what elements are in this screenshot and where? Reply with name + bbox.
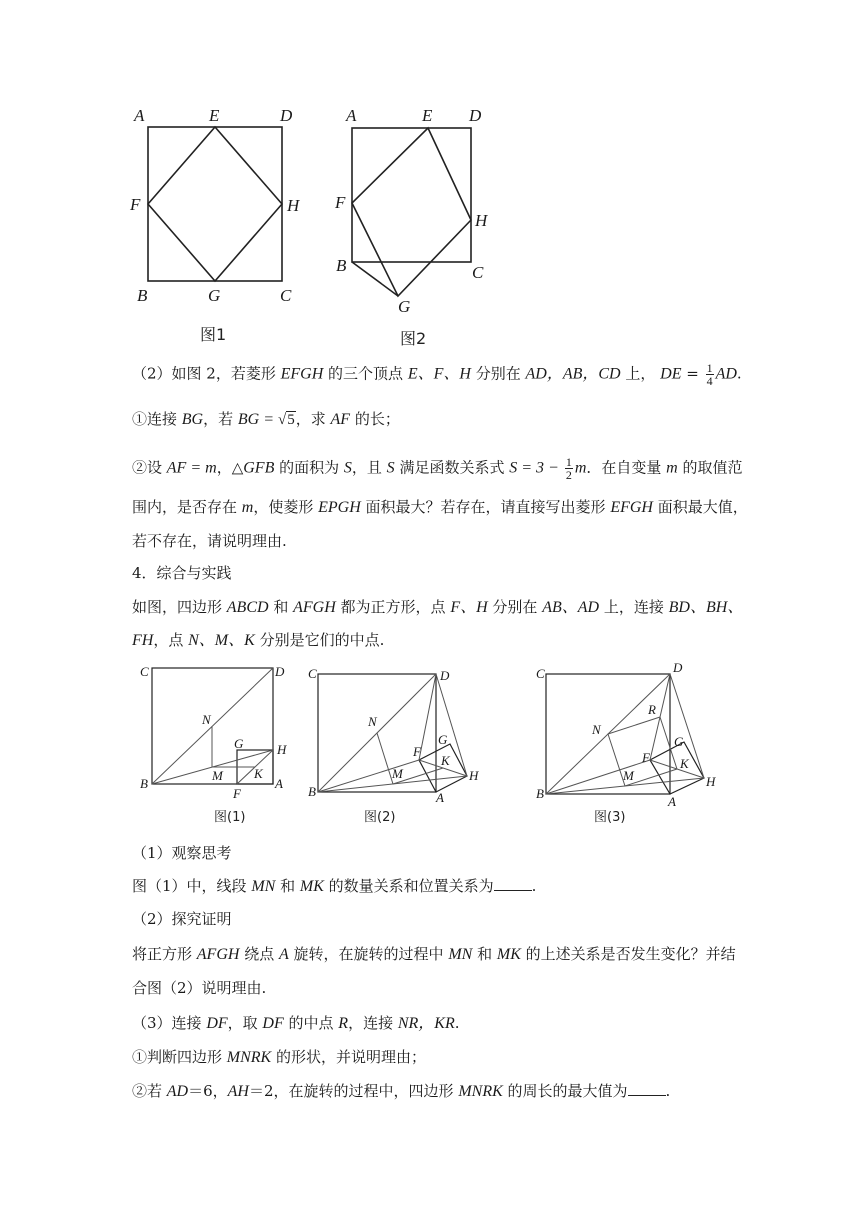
segment-bg <box>352 262 398 296</box>
figure-p4-1 <box>136 660 296 830</box>
svg-text:G: G <box>438 732 448 747</box>
fraction-one-half: $\frac{1}{2}$ <box>565 455 572 482</box>
svg-text:K: K <box>254 766 263 781</box>
label-d: D <box>280 106 293 125</box>
answer-blank-2[interactable] <box>628 1081 666 1096</box>
label-g: G <box>208 286 221 305</box>
p3-question-1: ①连接 BG，若 BG = √5，求 AF 的长； <box>132 410 400 428</box>
svg-text:B: B <box>140 776 148 791</box>
p4-title: 4．综合与实践 <box>132 564 232 582</box>
p4-part1-title: （1）观察思考 <box>132 844 232 862</box>
p4-intro-line1: 如图，四边形 ABCD 和 AFGH 都为正方形，点 F、H 分别在 AB、AD 上，连接 BD、BH、 <box>132 598 744 616</box>
svg-text:D: D <box>440 668 450 683</box>
label-a: A <box>346 106 357 125</box>
label-b: B <box>137 286 148 305</box>
svg-text:G: G <box>674 734 684 749</box>
svg-text:R: R <box>648 702 656 717</box>
svg-text:A: A <box>275 776 283 791</box>
square-abcd <box>352 128 471 262</box>
svg-text:N: N <box>368 714 377 729</box>
svg-text:M: M <box>212 768 223 783</box>
p3-question-2-line1: ②设 AF = m，△GFB 的面积为 S，且 S 满足函数关系式 S = 3 − $\frac{1}{2}$ m．在自变量 m 的取值范 <box>132 455 743 482</box>
label-h: H <box>287 196 300 215</box>
label-h: H <box>475 211 488 230</box>
p3-question-2-line2: 围内，是否存在 m，使菱形 EPGH 面积最大？若存在，请直接写出菱形 EFGH 面积最大值， <box>132 498 748 516</box>
figure-p4-1-caption: 图(1) <box>214 810 246 825</box>
svg-text:F: F <box>233 786 241 801</box>
figure-p4-2 <box>300 660 500 830</box>
figure-1-caption: 图1 <box>200 325 227 344</box>
fraction-one-quarter: $\frac{1}{4}$ <box>706 361 713 388</box>
svg-text:D: D <box>275 664 285 679</box>
label-e: E <box>422 106 433 125</box>
svg-text:F: F <box>413 744 421 759</box>
svg-text:K: K <box>441 753 450 768</box>
label-a: A <box>134 106 145 125</box>
rhombus-efgh <box>148 127 282 281</box>
svg-text:D: D <box>673 660 683 675</box>
p4-part3-q2: ②若 AD＝6，AH＝2，在旋转的过程中，四边形 MNRK 的周长的最大值为 . <box>132 1082 671 1100</box>
figure-1 <box>120 100 320 350</box>
figure-p4-2-caption: 图(2) <box>364 810 396 825</box>
svg-text:N: N <box>592 722 601 737</box>
svg-text:C: C <box>536 666 545 681</box>
p4-part3-text: （3）连接 DF，取 DF 的中点 R，连接 NR，KR. <box>132 1014 460 1032</box>
figure-p4-3 <box>528 656 728 830</box>
label-d: D <box>469 106 482 125</box>
p4-part1-text: 图（1）中，线段 MN 和 MK 的数量关系和位置关系为 . <box>132 877 537 895</box>
figure-p4-3-caption: 图(3) <box>594 810 626 825</box>
answer-blank-1[interactable] <box>494 876 532 891</box>
svg-text:C: C <box>308 666 317 681</box>
p4-part2-line1: 将正方形 AFGH 绕点 A 旋转，在旋转的过程中 MN 和 MK 的上述关系是否发生变化？并结 <box>132 945 736 963</box>
svg-text:A: A <box>668 794 676 809</box>
label-c: C <box>472 263 484 282</box>
svg-text:H: H <box>469 768 479 783</box>
svg-text:M: M <box>392 766 403 781</box>
segment-mn <box>377 733 393 784</box>
segment-bf <box>318 760 419 792</box>
label-b: B <box>336 256 347 275</box>
label-c: C <box>280 286 292 305</box>
p4-part2-line2: 合图（2）说明理由. <box>132 979 267 997</box>
p4-part3-q1: ①判断四边形 MNRK 的形状，并说明理由； <box>132 1048 427 1066</box>
svg-text:M: M <box>623 768 634 783</box>
label-e: E <box>209 106 220 125</box>
figure-2 <box>330 100 500 350</box>
sqrt-five: √5 <box>278 412 295 428</box>
label-f: F <box>335 193 346 212</box>
svg-text:G: G <box>234 736 244 751</box>
p3-part2: （2）如图 2，若菱形 EFGH 的三个顶点 E、F、H 分别在 AD，AB，CD 上， DE = $\frac{1}{4}$ AD. <box>132 361 742 388</box>
label-f: F <box>130 195 141 214</box>
segment-df <box>419 674 436 760</box>
svg-text:C: C <box>140 664 149 679</box>
svg-text:H: H <box>706 774 716 789</box>
svg-text:B: B <box>308 784 316 799</box>
label-g: G <box>398 297 411 316</box>
square-abcd <box>148 127 282 281</box>
svg-text:H: H <box>277 742 287 757</box>
figure-2-caption: 图2 <box>400 329 427 348</box>
p3-question-2-line3: 若不存在，请说明理由. <box>132 532 287 550</box>
svg-text:N: N <box>202 712 211 727</box>
p4-intro-line2: FH，点 N、M、K 分别是它们的中点. <box>132 631 385 649</box>
rhombus-efgh <box>352 128 471 296</box>
svg-text:B: B <box>536 786 544 801</box>
svg-text:K: K <box>680 756 689 771</box>
svg-text:F: F <box>642 750 650 765</box>
svg-text:A: A <box>436 790 444 805</box>
p4-part2-title: （2）探究证明 <box>132 910 232 928</box>
